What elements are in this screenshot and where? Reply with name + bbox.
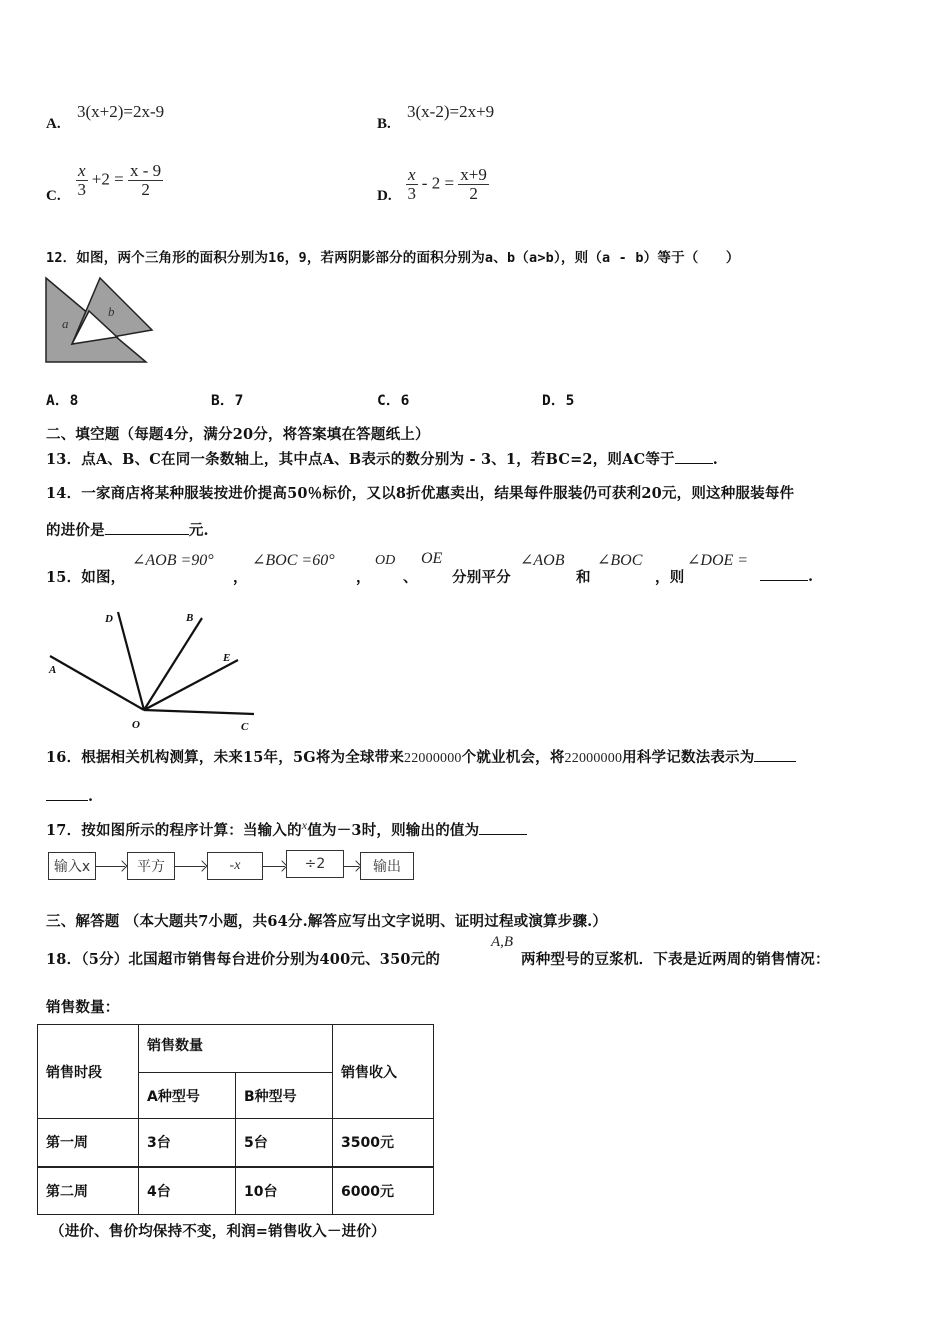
flow-square-box: 平方 xyxy=(127,852,175,880)
models-ab: A,B xyxy=(491,934,514,950)
flow-output-box: 输出 xyxy=(360,852,414,880)
svg-text:b: b xyxy=(108,304,115,319)
option-b-label: B. xyxy=(377,116,391,132)
cell-period: 第二周 xyxy=(38,1167,139,1215)
q12-option-b: B．7 xyxy=(211,393,244,409)
number-22000000: 22000000 xyxy=(404,751,462,766)
frac-denominator: 3 xyxy=(407,183,417,203)
arrow-icon xyxy=(343,866,359,867)
arrow-icon xyxy=(262,866,285,867)
ray-oe: OE xyxy=(421,550,443,567)
header-period: 销售时段 xyxy=(38,1025,139,1119)
option-a-label: A. xyxy=(46,116,61,132)
header-model-b: B种型号 xyxy=(236,1073,333,1119)
question-18-text-pre: 18．（5分）北国超市销售每台进价分别为400元、350元的 xyxy=(46,951,441,968)
angle-boc-60: ∠BOC =60° xyxy=(252,552,335,569)
answer-blank xyxy=(105,520,189,535)
svg-text:a: a xyxy=(62,316,69,331)
flow-input-box: 输入x xyxy=(48,852,96,880)
question-15-prefix: 15．如图， xyxy=(46,569,126,586)
frac-denominator: 3 xyxy=(77,179,87,199)
triangles-figure xyxy=(44,274,156,366)
question-15-blank: . xyxy=(760,566,813,585)
q12-option-a: A．8 xyxy=(46,393,79,409)
angle-aob-90: ∠AOB =90° xyxy=(132,552,214,569)
header-model-a: A种型号 xyxy=(139,1073,236,1119)
angle-rays-figure xyxy=(44,606,258,734)
question-18-text-post: 两种型号的豆浆机．下表是近两周的销售情况： xyxy=(521,951,830,968)
number-22000000: 22000000 xyxy=(564,751,623,766)
answer-blank xyxy=(675,449,713,464)
flow-minus-x-box: -x xyxy=(207,852,263,880)
arrow-icon xyxy=(174,866,205,867)
answer-blank xyxy=(754,747,796,762)
frac-numerator: x xyxy=(78,161,86,180)
header-income: 销售收入 xyxy=(333,1025,434,1119)
svg-text:E: E xyxy=(223,652,231,664)
option-b-equation: 3(x-2)=2x+9 xyxy=(407,102,495,121)
table-note: （进价、售价均保持不变，利润=销售收入－进价） xyxy=(50,1224,386,1240)
question-16-blank-cont: . xyxy=(46,786,93,805)
question-14-line-1: 14．一家商店将某种服装按进价提高50％标价，又以8折优惠卖出，结果每件服装仍可获利20元，则这种服装每件 xyxy=(46,485,795,502)
q12-option-d: D．5 xyxy=(542,393,575,409)
answer-blank xyxy=(760,566,808,581)
frac-operator: +2 = xyxy=(91,169,124,189)
question-14-line-2: 的进价是 元. xyxy=(46,522,209,539)
table-caption: 销售数量： xyxy=(46,999,120,1016)
svg-text:C: C xyxy=(241,721,249,733)
variable-x: x xyxy=(301,818,308,832)
svg-text:O: O xyxy=(132,719,140,731)
frac-numerator: x+9 xyxy=(460,165,487,184)
option-d-equation xyxy=(406,166,489,203)
option-c-equation xyxy=(76,162,163,199)
option-a-equation: 3(x+2)=2x-9 xyxy=(77,102,165,121)
angle-doe: ∠DOE = xyxy=(687,552,749,569)
question-16: 16．根据相关机构测算，未来15年，5G将为全球带来22000000个就业机会，将22000000用科学记数法表示为 xyxy=(46,746,796,767)
frac-denominator: 2 xyxy=(141,179,150,199)
cell-model-a: 4台 xyxy=(139,1167,236,1215)
frac-numerator: x xyxy=(408,165,416,184)
table-row xyxy=(38,1119,434,1167)
option-c-label: C. xyxy=(46,188,61,204)
cell-model-a: 3台 xyxy=(139,1119,236,1167)
answer-blank xyxy=(479,820,527,835)
question-13: 13．点A、B、C在同一条数轴上，其中点A、B表示的数分别为 - 3、1，若BC=2，则AC等于 . xyxy=(46,451,718,468)
frac-denominator: 2 xyxy=(469,183,478,203)
section-3-title: 三、解答题 （本大题共7小题，共64分.解答应写出文字说明、证明过程或演算步骤.） xyxy=(46,913,608,930)
cell-income: 3500元 xyxy=(333,1119,434,1167)
sales-table xyxy=(37,1024,434,1215)
question-13-text: 13．点A、B、C在同一条数轴上，其中点A、B表示的数分别为 - 3、1，若BC=2，则AC等于 xyxy=(46,451,675,468)
ray-od: OD xyxy=(375,553,396,568)
section-2-title: 二、填空题（每题4分，满分20分，将答案填在答题纸上） xyxy=(46,426,430,443)
angle-aob: ∠AOB xyxy=(520,552,565,569)
question-12-text: 12．如图，两个三角形的面积分别为16，9，若两阴影部分的面积分别为a、b（a>b），则（a - b）等于（ ） xyxy=(46,250,740,266)
table-row xyxy=(38,1167,434,1215)
arrow-icon xyxy=(95,866,125,867)
q12-option-c: C．6 xyxy=(377,393,410,409)
cell-period: 第一周 xyxy=(38,1119,139,1167)
cell-model-b: 5台 xyxy=(236,1119,333,1167)
frac-numerator: x - 9 xyxy=(129,161,162,180)
answer-blank xyxy=(46,786,88,801)
frac-operator: - 2 = xyxy=(421,173,455,193)
option-d-label: D. xyxy=(377,188,392,204)
svg-text:B: B xyxy=(186,612,194,624)
question-17: 17．按如图所示的程序计算：当输入的$^x$值为－3时，则输出的值为 xyxy=(46,818,527,840)
svg-text:A: A xyxy=(49,664,57,676)
flow-divide-box: ÷2 xyxy=(286,850,344,878)
angle-boc: ∠BOC xyxy=(597,552,643,569)
cell-model-b: 10台 xyxy=(236,1167,333,1215)
cell-income: 6000元 xyxy=(333,1167,434,1215)
svg-text:D: D xyxy=(105,613,113,625)
header-quantity: 销售数量 xyxy=(139,1025,333,1073)
